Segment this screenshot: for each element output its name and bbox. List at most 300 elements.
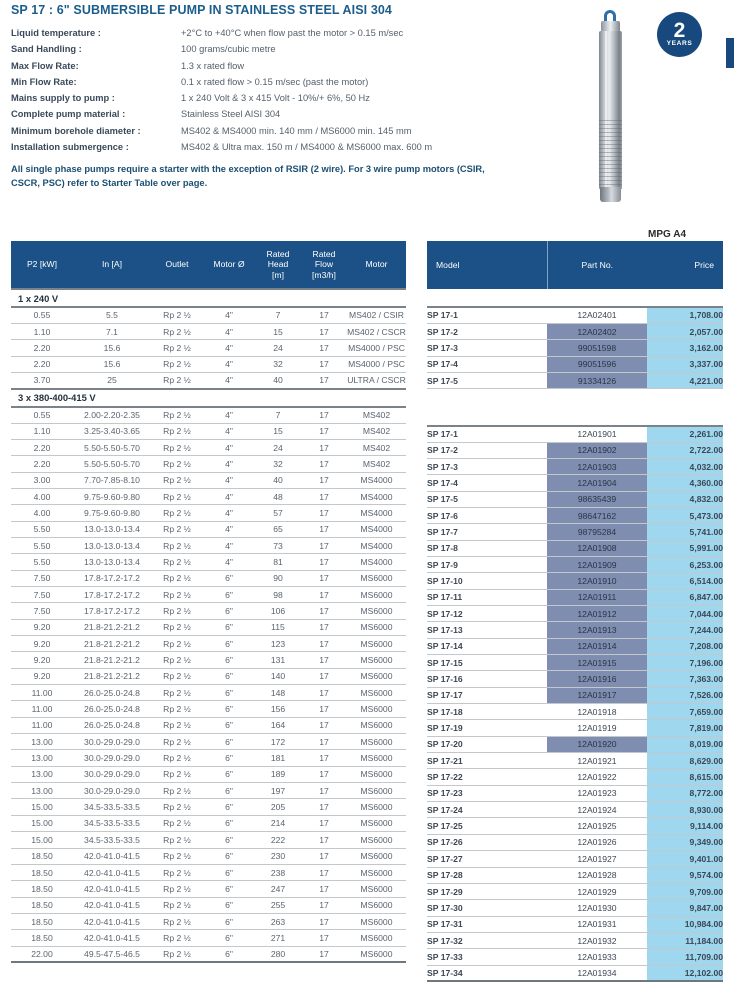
spec-row	[11, 93, 551, 109]
table-row	[427, 622, 723, 638]
cell-part-no: 12A01926	[547, 834, 647, 850]
table-row	[11, 685, 406, 701]
cell-p2: 11.00	[11, 717, 73, 733]
cell-price: 8,930.00	[647, 802, 723, 818]
col-outlet: Outlet	[151, 241, 203, 289]
cell-part-no: 12A01902	[547, 442, 647, 458]
spec-label: Min Flow Rate:	[11, 76, 77, 87]
table-row	[11, 652, 406, 668]
col-rated-head-line2: Head	[267, 259, 289, 270]
cell-motor-diameter: 6"	[203, 766, 255, 782]
cell-p2: 3.70	[11, 372, 73, 388]
cell-current: 17.8-17.2-17.2	[73, 570, 151, 586]
cell-p2: 11.00	[11, 701, 73, 717]
cell-part-no: 12A01919	[547, 720, 647, 736]
table-row	[427, 687, 723, 703]
spec-row	[11, 77, 551, 93]
table-row	[11, 913, 406, 929]
table-row	[11, 636, 406, 652]
cell-p2: 13.00	[11, 766, 73, 782]
cell-part-no: 91334126	[547, 372, 647, 388]
voltage-section-header	[11, 389, 406, 407]
cell-rated-flow: 17	[301, 554, 347, 570]
cell-p2: 18.50	[11, 913, 73, 929]
table-row	[427, 524, 723, 540]
table-row	[11, 897, 406, 913]
cell-price: 7,659.00	[647, 704, 723, 720]
cell-current: 21.8-21.2-21.2	[73, 636, 151, 652]
cell-p2: 5.50	[11, 537, 73, 553]
spec-label: Sand Handling :	[11, 44, 82, 55]
cell-rated-head: 181	[255, 750, 301, 766]
cell-part-no: 98795284	[547, 524, 647, 540]
col-model: Model	[427, 241, 547, 289]
cell-p2: 2.20	[11, 340, 73, 356]
table-row	[427, 507, 723, 523]
cell-outlet: Rp 2 ½	[151, 668, 203, 684]
table-row	[11, 832, 406, 848]
cell-p2: 9.20	[11, 652, 73, 668]
cell-current: 21.8-21.2-21.2	[73, 668, 151, 684]
cell-price: 9,401.00	[647, 851, 723, 867]
cell-motor: MS6000	[347, 832, 406, 848]
spec-label: Complete pump material :	[11, 109, 126, 120]
cell-p2: 3.00	[11, 472, 73, 488]
table-row	[427, 356, 723, 372]
cell-motor: MS6000	[347, 603, 406, 619]
mpg-code-label: MPG A4	[648, 229, 686, 240]
cell-rated-head: 214	[255, 815, 301, 831]
pricing-table	[427, 241, 723, 982]
cell-outlet: Rp 2 ½	[151, 636, 203, 652]
cell-part-no: 99051596	[547, 356, 647, 372]
cell-model: SP 17-30	[427, 900, 547, 916]
cell-p2: 0.55	[11, 307, 73, 323]
table-row	[427, 932, 723, 948]
table-row	[11, 881, 406, 897]
cell-p2: 4.00	[11, 488, 73, 504]
cell-current: 17.8-17.2-17.2	[73, 587, 151, 603]
cell-price: 8,615.00	[647, 769, 723, 785]
cell-outlet: Rp 2 ½	[151, 946, 203, 962]
table-row	[427, 802, 723, 818]
cell-model: SP 17-2	[427, 442, 547, 458]
cell-motor-diameter: 6"	[203, 848, 255, 864]
cell-motor-diameter: 4"	[203, 521, 255, 537]
cell-p2: 18.50	[11, 848, 73, 864]
cell-current: 30.0-29.0-29.0	[73, 750, 151, 766]
cell-model: SP 17-26	[427, 834, 547, 850]
table-row	[11, 537, 406, 553]
cell-price: 9,114.00	[647, 818, 723, 834]
cell-current: 15.6	[73, 356, 151, 372]
cell-price: 5,473.00	[647, 507, 723, 523]
cell-rated-head: 32	[255, 456, 301, 472]
cell-part-no: 12A01913	[547, 622, 647, 638]
cell-motor-diameter: 4"	[203, 323, 255, 339]
cell-rated-head: 7	[255, 307, 301, 323]
warranty-badge	[657, 12, 702, 57]
voltage-section-label: 3 x 380-400-415 V	[11, 389, 406, 407]
table-row	[427, 556, 723, 572]
cell-model: SP 17-1	[427, 426, 547, 442]
cell-rated-flow: 17	[301, 881, 347, 897]
table-row	[427, 638, 723, 654]
spec-value: 1.3 x rated flow	[181, 60, 245, 71]
cell-rated-flow: 17	[301, 815, 347, 831]
cell-outlet: Rp 2 ½	[151, 456, 203, 472]
table-row	[427, 785, 723, 801]
table-row	[427, 340, 723, 356]
cell-outlet: Rp 2 ½	[151, 766, 203, 782]
cell-part-no: 12A01909	[547, 556, 647, 572]
cell-model: SP 17-2	[427, 323, 547, 339]
cell-current: 13.0-13.0-13.4	[73, 537, 151, 553]
cell-outlet: Rp 2 ½	[151, 930, 203, 946]
cell-current: 34.5-33.5-33.5	[73, 799, 151, 815]
cell-outlet: Rp 2 ½	[151, 307, 203, 323]
cell-rated-head: 280	[255, 946, 301, 962]
table-row	[11, 356, 406, 372]
cell-motor: MS6000	[347, 701, 406, 717]
table-row	[11, 619, 406, 635]
specifications-table	[11, 241, 406, 963]
table-row	[11, 570, 406, 586]
cell-motor: MS6000	[347, 881, 406, 897]
cell-model: SP 17-18	[427, 704, 547, 720]
cell-current: 49.5-47.5-46.5	[73, 946, 151, 962]
cell-p2: 7.50	[11, 603, 73, 619]
cell-rated-head: 32	[255, 356, 301, 372]
cell-p2: 5.50	[11, 521, 73, 537]
cell-price: 9,709.00	[647, 883, 723, 899]
cell-rated-head: 57	[255, 505, 301, 521]
table-row	[11, 340, 406, 356]
cell-motor: MS4000	[347, 472, 406, 488]
cell-motor: MS6000	[347, 570, 406, 586]
spec-value: 100 grams/cubic metre	[181, 44, 276, 55]
cell-motor-diameter: 6"	[203, 587, 255, 603]
cell-motor-diameter: 6"	[203, 570, 255, 586]
spec-row	[11, 61, 551, 77]
cell-outlet: Rp 2 ½	[151, 750, 203, 766]
cell-current: 7.1	[73, 323, 151, 339]
cell-p2: 22.00	[11, 946, 73, 962]
cell-motor: MS6000	[347, 930, 406, 946]
table-row	[11, 307, 406, 323]
cell-current: 34.5-33.5-33.5	[73, 815, 151, 831]
cell-rated-head: 65	[255, 521, 301, 537]
cell-outlet: Rp 2 ½	[151, 407, 203, 423]
cell-rated-head: 106	[255, 603, 301, 619]
table-row	[427, 769, 723, 785]
cell-model: SP 17-4	[427, 356, 547, 372]
cell-p2: 9.20	[11, 636, 73, 652]
col-rated-flow-line3: [m3/h]	[312, 269, 336, 280]
cell-part-no: 12A01903	[547, 458, 647, 474]
cell-motor-diameter: 4"	[203, 407, 255, 423]
col-price: Price	[647, 241, 723, 289]
cell-motor: MS4000	[347, 505, 406, 521]
cell-motor: MS4000 / PSC	[347, 356, 406, 372]
table-row	[11, 734, 406, 750]
cell-outlet: Rp 2 ½	[151, 521, 203, 537]
cell-motor: MS402 / CSIR	[347, 307, 406, 323]
cell-rated-flow: 17	[301, 799, 347, 815]
cell-current: 15.6	[73, 340, 151, 356]
cell-rated-head: 156	[255, 701, 301, 717]
cell-part-no: 12A01908	[547, 540, 647, 556]
cell-current: 5.50-5.50-5.70	[73, 439, 151, 455]
table-row	[11, 407, 406, 423]
cell-motor: MS402	[347, 456, 406, 472]
col-motor: Motor	[347, 241, 406, 289]
table-row	[11, 439, 406, 455]
cell-price: 6,253.00	[647, 556, 723, 572]
pricing-table-head	[427, 241, 723, 289]
cell-price: 11,709.00	[647, 949, 723, 965]
cell-outlet: Rp 2 ½	[151, 439, 203, 455]
cell-motor: MS4000 / PSC	[347, 340, 406, 356]
cell-motor-diameter: 4"	[203, 340, 255, 356]
table-row	[427, 916, 723, 932]
table-row	[427, 323, 723, 339]
starter-note: All single phase pumps require a starter with the exception of RSIR (2 wire). For 3 wire pump motors (CSIR, CSCR, PSC) refer to Starter Table over page.	[11, 164, 485, 188]
cell-price: 7,044.00	[647, 606, 723, 622]
specifications-table-body	[11, 289, 406, 962]
cell-rated-head: 238	[255, 864, 301, 880]
table-row	[427, 949, 723, 965]
cell-p2: 13.00	[11, 734, 73, 750]
cell-model: SP 17-7	[427, 524, 547, 540]
cell-model: SP 17-10	[427, 573, 547, 589]
voltage-section-label: 1 x 240 V	[11, 289, 406, 307]
cell-outlet: Rp 2 ½	[151, 652, 203, 668]
table-row	[11, 848, 406, 864]
cell-motor: MS6000	[347, 913, 406, 929]
cell-model: SP 17-27	[427, 851, 547, 867]
cell-motor-diameter: 4"	[203, 472, 255, 488]
spec-value: +2°C to +40°C when flow past the motor > 0.15 m/sec	[181, 28, 404, 38]
cell-outlet: Rp 2 ½	[151, 799, 203, 815]
cell-rated-flow: 17	[301, 848, 347, 864]
cell-price: 7,363.00	[647, 671, 723, 687]
cell-rated-flow: 17	[301, 603, 347, 619]
table-spacer-cell	[427, 389, 723, 426]
cell-rated-head: 48	[255, 488, 301, 504]
cell-rated-head: 197	[255, 783, 301, 799]
cell-part-no: 12A01921	[547, 753, 647, 769]
cell-p2: 18.50	[11, 897, 73, 913]
table-row	[427, 540, 723, 556]
cell-p2: 2.20	[11, 356, 73, 372]
table-row	[427, 883, 723, 899]
cell-rated-flow: 17	[301, 750, 347, 766]
cell-motor-diameter: 6"	[203, 636, 255, 652]
cell-current: 26.0-25.0-24.8	[73, 701, 151, 717]
cell-p2: 0.55	[11, 407, 73, 423]
cell-motor-diameter: 6"	[203, 603, 255, 619]
cell-rated-flow: 17	[301, 685, 347, 701]
cell-current: 9.75-9.60-9.80	[73, 505, 151, 521]
cell-price: 8,629.00	[647, 753, 723, 769]
cell-part-no: 12A01928	[547, 867, 647, 883]
cell-part-no: 12A01911	[547, 589, 647, 605]
cell-current: 13.0-13.0-13.4	[73, 521, 151, 537]
cell-motor-diameter: 4"	[203, 356, 255, 372]
cell-outlet: Rp 2 ½	[151, 505, 203, 521]
cell-rated-flow: 17	[301, 456, 347, 472]
cell-motor-diameter: 6"	[203, 897, 255, 913]
cell-model: SP 17-25	[427, 818, 547, 834]
cell-motor-diameter: 6"	[203, 668, 255, 684]
table-row	[427, 671, 723, 687]
table-row	[11, 701, 406, 717]
cell-part-no: 12A01927	[547, 851, 647, 867]
cell-model: SP 17-4	[427, 475, 547, 491]
cell-motor: MS4000	[347, 521, 406, 537]
cell-motor: MS6000	[347, 946, 406, 962]
cell-current: 2.00-2.20-2.35	[73, 407, 151, 423]
cell-current: 3.25-3.40-3.65	[73, 423, 151, 439]
cell-motor-diameter: 6"	[203, 783, 255, 799]
cell-motor: MS6000	[347, 783, 406, 799]
cell-current: 17.8-17.2-17.2	[73, 603, 151, 619]
cell-motor: ULTRA / CSCR	[347, 372, 406, 388]
cell-p2: 1.10	[11, 423, 73, 439]
table-row	[427, 606, 723, 622]
col-rated-head	[255, 241, 301, 289]
cell-rated-flow: 17	[301, 439, 347, 455]
spec-value: MS402 & Ultra max. 150 m / MS4000 & MS6000 max. 600 m	[181, 142, 433, 153]
cell-price: 7,526.00	[647, 687, 723, 703]
cell-price: 4,221.00	[647, 372, 723, 388]
cell-rated-flow: 17	[301, 570, 347, 586]
cell-motor: MS4000	[347, 537, 406, 553]
cell-rated-flow: 17	[301, 668, 347, 684]
cell-rated-head: 255	[255, 897, 301, 913]
cell-p2: 18.50	[11, 930, 73, 946]
cell-price: 3,162.00	[647, 340, 723, 356]
table-row	[11, 603, 406, 619]
cell-rated-head: 40	[255, 372, 301, 388]
cell-rated-head: 115	[255, 619, 301, 635]
cell-p2: 15.00	[11, 815, 73, 831]
cell-rated-flow: 17	[301, 619, 347, 635]
cell-rated-flow: 17	[301, 717, 347, 733]
cell-part-no: 98635439	[547, 491, 647, 507]
cell-motor: MS6000	[347, 619, 406, 635]
warranty-badge-number: 2	[673, 19, 686, 42]
table-spacer-cell	[427, 289, 723, 307]
cell-rated-flow: 17	[301, 521, 347, 537]
cell-part-no: 12A01931	[547, 916, 647, 932]
table-row	[11, 815, 406, 831]
cell-price: 7,819.00	[647, 720, 723, 736]
cell-outlet: Rp 2 ½	[151, 372, 203, 388]
cell-part-no: 12A01916	[547, 671, 647, 687]
table-row	[11, 750, 406, 766]
cell-motor-diameter: 6"	[203, 619, 255, 635]
cell-outlet: Rp 2 ½	[151, 897, 203, 913]
cell-model: SP 17-9	[427, 556, 547, 572]
spec-row	[11, 142, 551, 158]
table-row	[427, 372, 723, 388]
table-row	[11, 488, 406, 504]
cell-part-no: 12A01933	[547, 949, 647, 965]
cell-outlet: Rp 2 ½	[151, 340, 203, 356]
cell-rated-flow: 17	[301, 323, 347, 339]
cell-rated-flow: 17	[301, 423, 347, 439]
cell-rated-flow: 17	[301, 832, 347, 848]
cell-current: 30.0-29.0-29.0	[73, 783, 151, 799]
spec-value: MS402 & MS4000 min. 140 mm / MS6000 min. 145 mm	[181, 125, 412, 136]
cell-rated-head: 7	[255, 407, 301, 423]
cell-price: 7,244.00	[647, 622, 723, 638]
page-title: SP 17 : 6" SUBMERSIBLE PUMP IN STAINLESS STEEL AISI 304	[11, 3, 392, 17]
cell-outlet: Rp 2 ½	[151, 734, 203, 750]
cell-rated-head: 247	[255, 881, 301, 897]
cell-rated-flow: 17	[301, 897, 347, 913]
cell-rated-flow: 17	[301, 930, 347, 946]
table-row	[11, 783, 406, 799]
cell-outlet: Rp 2 ½	[151, 423, 203, 439]
cell-part-no: 12A01915	[547, 655, 647, 671]
table-row	[11, 554, 406, 570]
page-edge-tab	[725, 38, 734, 68]
cell-motor: MS6000	[347, 848, 406, 864]
cell-outlet: Rp 2 ½	[151, 701, 203, 717]
cell-part-no: 12A02401	[547, 307, 647, 323]
table-row	[427, 573, 723, 589]
cell-motor-diameter: 4"	[203, 456, 255, 472]
cell-outlet: Rp 2 ½	[151, 913, 203, 929]
cell-rated-flow: 17	[301, 537, 347, 553]
cell-current: 21.8-21.2-21.2	[73, 652, 151, 668]
cell-rated-head: 15	[255, 423, 301, 439]
cell-part-no: 12A01930	[547, 900, 647, 916]
cell-outlet: Rp 2 ½	[151, 537, 203, 553]
cell-outlet: Rp 2 ½	[151, 619, 203, 635]
cell-model: SP 17-16	[427, 671, 547, 687]
cell-outlet: Rp 2 ½	[151, 881, 203, 897]
table-row	[11, 323, 406, 339]
cell-outlet: Rp 2 ½	[151, 717, 203, 733]
cell-rated-flow: 17	[301, 356, 347, 372]
table-row	[427, 475, 723, 491]
spec-label: Max Flow Rate:	[11, 60, 79, 71]
cell-rated-flow: 17	[301, 505, 347, 521]
cell-part-no: 12A01932	[547, 932, 647, 948]
cell-model: SP 17-29	[427, 883, 547, 899]
cell-model: SP 17-6	[427, 507, 547, 523]
cell-motor-diameter: 6"	[203, 864, 255, 880]
cell-rated-head: 24	[255, 439, 301, 455]
cell-price: 8,019.00	[647, 736, 723, 752]
cell-outlet: Rp 2 ½	[151, 356, 203, 372]
cell-motor: MS6000	[347, 897, 406, 913]
pricing-table-body	[427, 289, 723, 981]
cell-model: SP 17-22	[427, 769, 547, 785]
cell-rated-head: 123	[255, 636, 301, 652]
cell-p2: 2.20	[11, 456, 73, 472]
cell-p2: 5.50	[11, 554, 73, 570]
cell-motor-diameter: 4"	[203, 505, 255, 521]
cell-motor: MS4000	[347, 554, 406, 570]
table-row	[11, 799, 406, 815]
table-row	[11, 456, 406, 472]
cell-part-no: 98647162	[547, 507, 647, 523]
